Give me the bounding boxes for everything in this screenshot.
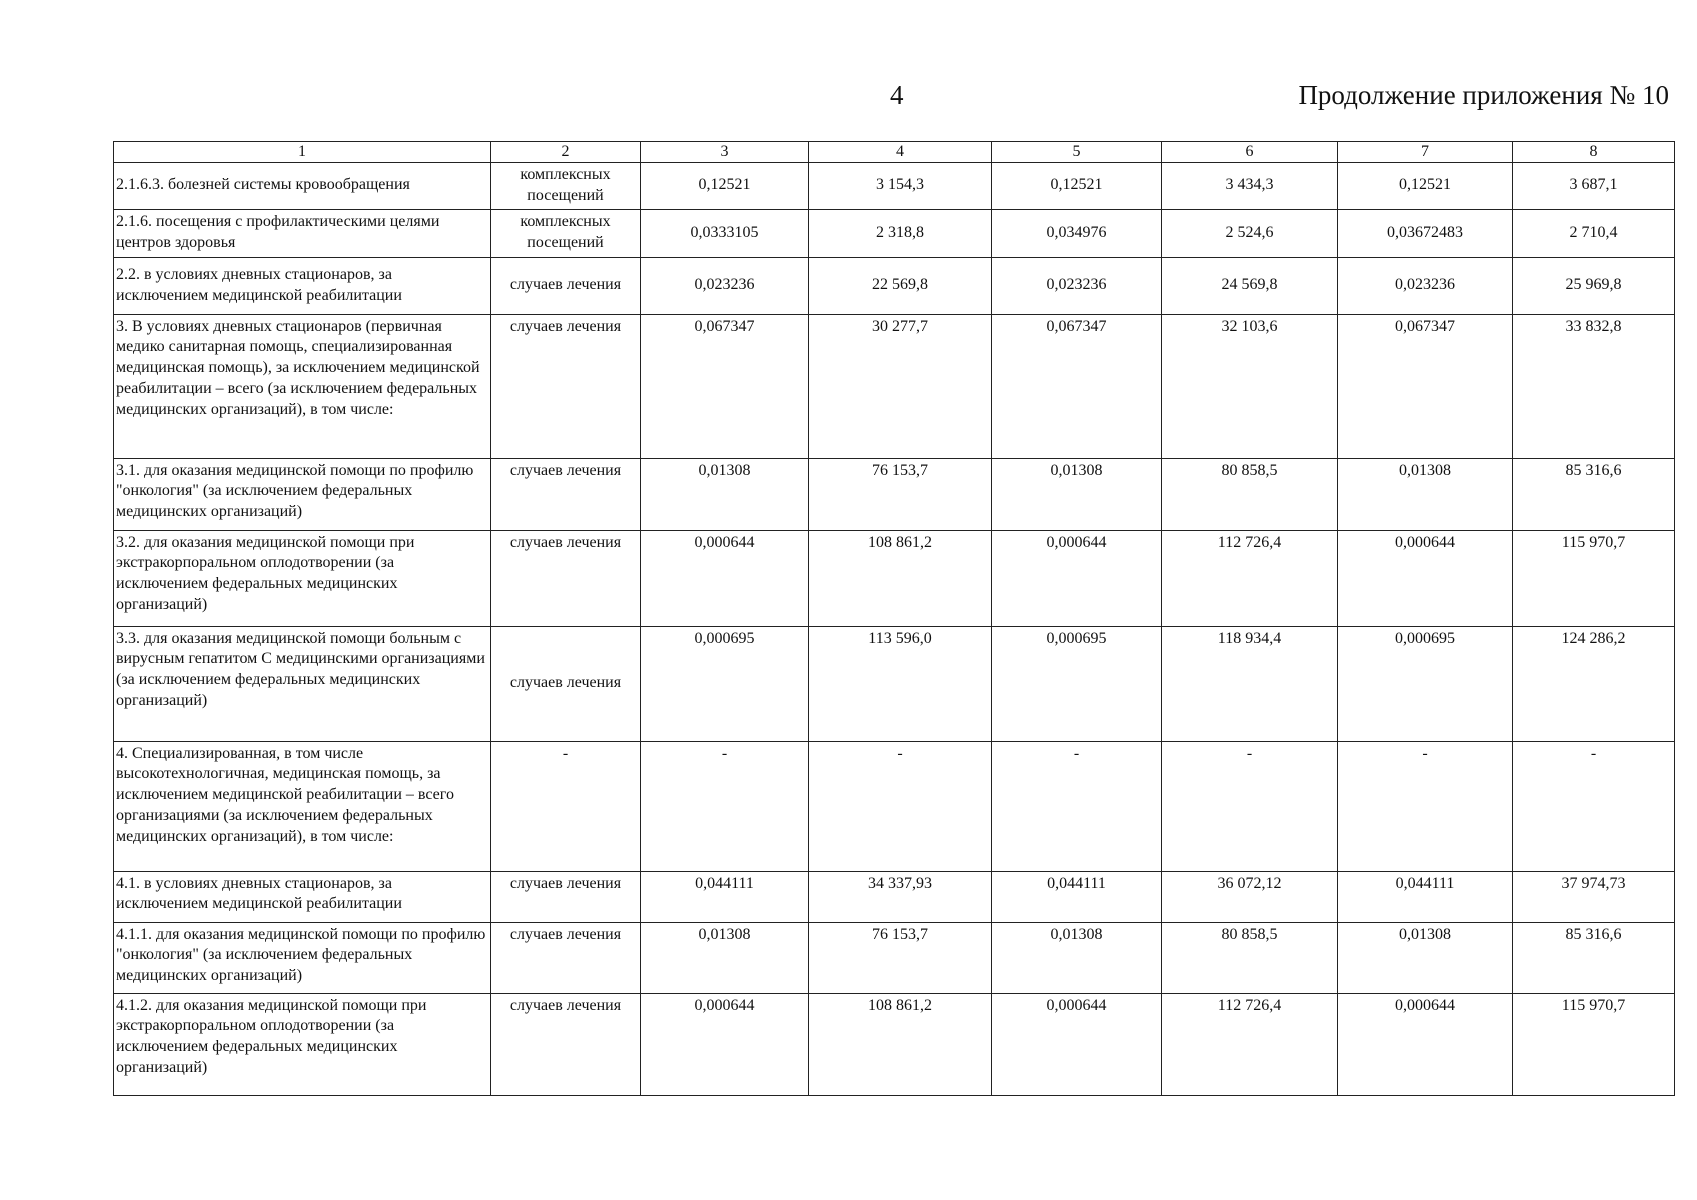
row-value: 3 154,3 xyxy=(809,163,992,210)
row-name: 3.2. для оказания медицинской помощи при экстракорпоральном оплодотворении (за исключением федеральных медицинских организаций) xyxy=(114,530,491,626)
row-unit: случаев лечения xyxy=(491,922,641,993)
row-value: 113 596,0 xyxy=(809,626,992,741)
table-row xyxy=(114,458,1675,530)
row-value: - xyxy=(1162,741,1338,871)
row-value: 24 569,8 xyxy=(1162,257,1338,314)
row-value: 0,067347 xyxy=(992,314,1162,458)
row-name: 3. В условиях дневных стационаров (первичная медико санитарная помощь, специализированная медицинская помощь), за исключением медицинской реабилитации – всего (за исключением федеральных медицинских организаций), в том числе: xyxy=(114,314,491,458)
row-value: - xyxy=(641,741,809,871)
row-value: 0,000644 xyxy=(992,993,1162,1095)
column-header: 2 xyxy=(491,142,641,163)
row-value: 30 277,7 xyxy=(809,314,992,458)
row-value: 0,067347 xyxy=(1338,314,1513,458)
row-value: 0,03672483 xyxy=(1338,209,1513,257)
row-value: 124 286,2 xyxy=(1513,626,1675,741)
row-unit: комплексных посещений xyxy=(491,163,641,210)
row-value: 37 974,73 xyxy=(1513,871,1675,922)
row-value: 0,044111 xyxy=(641,871,809,922)
table-row xyxy=(114,257,1675,314)
row-value: 0,12521 xyxy=(641,163,809,210)
row-value: 0,000695 xyxy=(1338,626,1513,741)
row-value: 0,01308 xyxy=(1338,458,1513,530)
row-value: 115 970,7 xyxy=(1513,993,1675,1095)
row-name: 4. Специализированная, в том числе высокотехнологичная, медицинская помощь, за исключением медицинской реабилитации – всего организациями (за исключением федеральных медицинских организаций), в том числе: xyxy=(114,741,491,871)
row-value: 76 153,7 xyxy=(809,458,992,530)
row-unit: случаев лечения xyxy=(491,993,641,1095)
row-value: 0,01308 xyxy=(641,458,809,530)
row-value: 76 153,7 xyxy=(809,922,992,993)
row-unit: случаев лечения xyxy=(491,458,641,530)
row-value: 0,023236 xyxy=(1338,257,1513,314)
row-value: 32 103,6 xyxy=(1162,314,1338,458)
table-row xyxy=(114,163,1675,210)
row-value: 85 316,6 xyxy=(1513,458,1675,530)
row-value: - xyxy=(992,741,1162,871)
row-name: 3.3. для оказания медицинской помощи больным с вирусным гепатитом С медицинскими организациями (за исключением федеральных медицинских организаций) xyxy=(114,626,491,741)
row-value: 25 969,8 xyxy=(1513,257,1675,314)
row-value: 0,067347 xyxy=(641,314,809,458)
row-value: 33 832,8 xyxy=(1513,314,1675,458)
row-value: 108 861,2 xyxy=(809,993,992,1095)
column-header: 4 xyxy=(809,142,992,163)
row-unit: случаев лечения xyxy=(491,314,641,458)
row-name: 2.1.6. посещения с профилактическими целями центров здоровья xyxy=(114,209,491,257)
tariff-table xyxy=(113,141,1675,1096)
column-header: 7 xyxy=(1338,142,1513,163)
table-row xyxy=(114,871,1675,922)
row-value: 0,0333105 xyxy=(641,209,809,257)
column-header: 8 xyxy=(1513,142,1675,163)
row-name: 2.2. в условиях дневных стационаров, за исключением медицинской реабилитации xyxy=(114,257,491,314)
row-value: - xyxy=(1338,741,1513,871)
row-unit: - xyxy=(491,741,641,871)
row-value: 0,01308 xyxy=(1338,922,1513,993)
row-unit: случаев лечения xyxy=(491,257,641,314)
row-value: 3 434,3 xyxy=(1162,163,1338,210)
row-value: 80 858,5 xyxy=(1162,922,1338,993)
row-value: 85 316,6 xyxy=(1513,922,1675,993)
row-value: 0,034976 xyxy=(992,209,1162,257)
row-value: 0,000644 xyxy=(641,530,809,626)
row-value: - xyxy=(809,741,992,871)
row-value: 0,000644 xyxy=(641,993,809,1095)
row-value: 0,01308 xyxy=(641,922,809,993)
row-value: 115 970,7 xyxy=(1513,530,1675,626)
row-value: 0,01308 xyxy=(992,458,1162,530)
table-row xyxy=(114,741,1675,871)
column-header: 6 xyxy=(1162,142,1338,163)
row-value: 0,000644 xyxy=(992,530,1162,626)
row-value: 108 861,2 xyxy=(809,530,992,626)
row-value: 112 726,4 xyxy=(1162,530,1338,626)
row-value: 0,12521 xyxy=(992,163,1162,210)
row-value: 0,023236 xyxy=(641,257,809,314)
row-value: 0,000644 xyxy=(1338,993,1513,1095)
row-value: 2 318,8 xyxy=(809,209,992,257)
row-unit: случаев лечения xyxy=(491,626,641,741)
row-name: 3.1. для оказания медицинской помощи по профилю "онкология" (за исключением федеральных медицинских организаций) xyxy=(114,458,491,530)
row-value: 118 934,4 xyxy=(1162,626,1338,741)
table-row xyxy=(114,626,1675,741)
row-unit: случаев лечения xyxy=(491,871,641,922)
row-value: 0,023236 xyxy=(992,257,1162,314)
row-value: 0,000695 xyxy=(992,626,1162,741)
row-value: 0,044111 xyxy=(1338,871,1513,922)
row-value: 0,000644 xyxy=(1338,530,1513,626)
row-value: - xyxy=(1513,741,1675,871)
column-header: 3 xyxy=(641,142,809,163)
row-value: 22 569,8 xyxy=(809,257,992,314)
row-value: 34 337,93 xyxy=(809,871,992,922)
page-number: 4 xyxy=(890,80,904,110)
continuation-heading: Продолжение приложения № 10 xyxy=(1298,80,1669,110)
row-value: 0,12521 xyxy=(1338,163,1513,210)
table-row xyxy=(114,314,1675,458)
row-value: 2 710,4 xyxy=(1513,209,1675,257)
row-name: 4.1.2. для оказания медицинской помощи при экстракорпоральном оплодотворении (за исключением федеральных медицинских организаций) xyxy=(114,993,491,1095)
table-row xyxy=(114,530,1675,626)
row-value: 0,01308 xyxy=(992,922,1162,993)
table-row xyxy=(114,993,1675,1095)
column-header: 5 xyxy=(992,142,1162,163)
table-row xyxy=(114,209,1675,257)
row-value: 36 072,12 xyxy=(1162,871,1338,922)
column-header: 1 xyxy=(114,142,491,163)
row-value: 0,000695 xyxy=(641,626,809,741)
row-name: 4.1. в условиях дневных стационаров, за исключением медицинской реабилитации xyxy=(114,871,491,922)
row-value: 2 524,6 xyxy=(1162,209,1338,257)
table-header-row xyxy=(114,142,1675,163)
table-row xyxy=(114,922,1675,993)
row-unit: комплексных посещений xyxy=(491,209,641,257)
row-value: 3 687,1 xyxy=(1513,163,1675,210)
row-value: 80 858,5 xyxy=(1162,458,1338,530)
row-value: 0,044111 xyxy=(992,871,1162,922)
row-unit: случаев лечения xyxy=(491,530,641,626)
row-value: 112 726,4 xyxy=(1162,993,1338,1095)
row-name: 4.1.1. для оказания медицинской помощи по профилю "онкология" (за исключением федеральных медицинских организаций) xyxy=(114,922,491,993)
row-name: 2.1.6.3. болезней системы кровообращения xyxy=(114,163,491,210)
